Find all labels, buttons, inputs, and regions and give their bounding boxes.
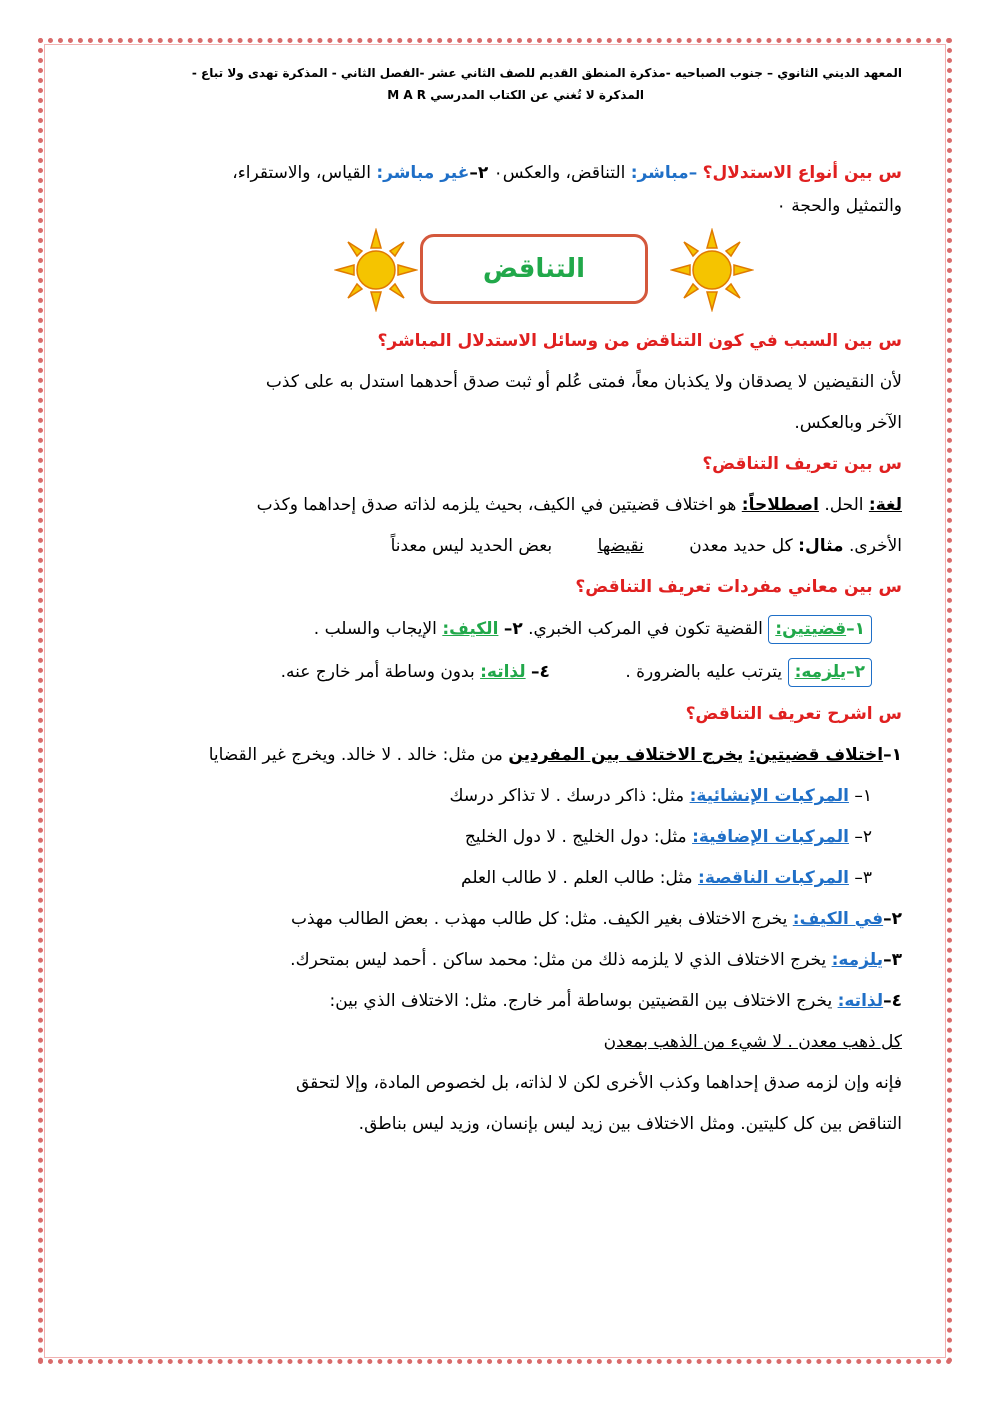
sub-text: مثل: دول الخليج . لا دول الخليج (464, 827, 693, 847)
sub-num: ٣– (848, 868, 872, 888)
vocab-text: بدون وساطة أمر خارج عنه. (280, 662, 481, 682)
sun-icon (670, 228, 754, 312)
point-underlined: يخرج الاختلاف بين المفردين (508, 745, 744, 765)
indirect-num: ٢– (469, 163, 489, 183)
explain-point-2 (90, 906, 902, 933)
point-num: ٣– (883, 950, 902, 970)
vocab-text: القضية تكون في المركب الخبري. (522, 619, 769, 639)
explain-sub-2 (90, 824, 902, 851)
explain-point-1 (90, 742, 902, 769)
vocab-label: يلزمه: (794, 662, 847, 682)
vocab-item-2 (90, 658, 902, 687)
document-body (90, 160, 902, 1138)
example-b: بعض الحديد ليس معدناً (390, 536, 553, 556)
sub-num: ١– (848, 786, 872, 806)
point-text: يخرج الاختلاف بين القضيتين بوساطة أمر خارج. مثل: الاختلاف الذي بين: (329, 991, 838, 1011)
example-mid: نقيضها (597, 536, 644, 556)
vocab-item-1-box (768, 615, 872, 644)
explain-sub-3 (90, 865, 902, 892)
term-label: اصطلاحاً: (741, 495, 819, 515)
vocab-label: قضيتين: (775, 619, 847, 639)
point-num: ٢– (883, 909, 902, 929)
term-text: هو اختلاف قضيتين في الكيف، بحيث يلزمه لذاته صدق إحداهما وكذب (256, 495, 742, 515)
point-num: ٤– (883, 991, 902, 1011)
title-box (420, 234, 648, 304)
sub-text: مثل: طالب العلم . لا طالب العلم (461, 868, 699, 888)
point-text: من مثل: خالد . لا خالد. ويخرج غير القضايا (208, 745, 509, 765)
title-banner (90, 234, 902, 334)
point-text: يخرج الاختلاف الذي لا يلزمه ذلك من مثل: محمد ساكن . أحمد ليس بمتحرك. (290, 950, 832, 970)
indirect-text: القياس، والاستقراء، (232, 163, 377, 183)
lang-label: لغة: (868, 495, 902, 515)
point-label: يلزمه: (831, 950, 884, 970)
point-label: في الكيف: (792, 909, 884, 929)
explain-sub-1 (90, 783, 902, 810)
indirect-label: غير مباشر: (376, 163, 470, 183)
types-question: س بين أنواع الاستدلال؟ (702, 163, 902, 183)
point-num: ١– (883, 745, 902, 765)
sub-text: مثل: ذاكر درسك . لا تذاكر درسك (449, 786, 690, 806)
vocab-item-1 (90, 615, 902, 644)
reason-answer-1: لأن النقيضين لا يصدقان ولا يكذبان معاً، فمتى عُلم أو ثبت صدق أحدهما استدل به على كذب (265, 372, 902, 392)
direct-label: –مباشر: (630, 163, 698, 183)
example-label: مثال: (798, 536, 844, 556)
vocab-question: س بين معاني مفردات تعريف التناقض؟ (575, 577, 902, 597)
explain-point-3 (90, 947, 902, 974)
sub-label: المركبات الإنشائية: (689, 786, 849, 806)
point-label: لذاته: (837, 991, 884, 1011)
point-label: اختلاف قضيتين: (748, 745, 884, 765)
explain-point-4 (90, 988, 902, 1015)
page-header (90, 62, 902, 106)
vocab-text: يترتب عليه بالضرورة . (619, 662, 788, 682)
header-line-2: المذكرة لا تُغني عن الكتاب المدرسي M A R (387, 88, 644, 102)
sub-label: المركبات الإضافية: (692, 827, 849, 847)
explain-closing-2: التناقض بين كل كليتين. ومثل الاختلاف بين زيد ليس بإنسان، وزيد ليس بناطق. (358, 1114, 902, 1134)
line2-pre: الأخرى. (843, 536, 902, 556)
explain-question: س اشرح تعريف التناقض؟ (685, 704, 902, 724)
types-question-line-2: والتمثيل والحجة ٠ (776, 196, 902, 216)
header-line-1: المعهد الديني الثانوي – جنوب الصباحيه -مذكرة المنطق القديم للصف الثاني عشر -الفصل الثاني - المذكرة تهدى ولا تباع - (191, 66, 902, 80)
vocab-label: الكيف: (442, 619, 499, 639)
definition-line-2 (90, 533, 902, 560)
page-title: التناقض (482, 253, 586, 284)
reason-answer-2: الآخر وبالعكس. (794, 413, 902, 433)
vocab-num: ٢– (503, 619, 523, 639)
example-a: كل حديد معدن (689, 536, 799, 556)
vocab-num: ١– (846, 619, 865, 639)
sub-num: ٢– (848, 827, 872, 847)
vocab-num: ٢– (846, 662, 865, 682)
vocab-text: الإيجاب والسلب . (313, 619, 443, 639)
vocab-item-2-box (788, 658, 872, 687)
explain-point-4-example (90, 1029, 902, 1056)
explain-closing-1: فإنه وإن لزمه صدق إحداهما وكذب الأخرى لكن لا لذاته، بل لخصوص المادة، وإلا لتحقق (295, 1073, 902, 1093)
vocab-num: ٤– (531, 662, 550, 682)
point-text: يخرج الاختلاف بغير الكيف. مثل: كل طالب مهذب . بعض الطالب مهذب (290, 909, 793, 929)
definition-line-1 (90, 492, 902, 519)
reason-question: س بين السبب في كون التناقض من وسائل الاستدلال المباشر؟ (377, 331, 902, 351)
lang-text: الحل. (818, 495, 869, 515)
sub-label: المركبات الناقصة: (698, 868, 849, 888)
vocab-label: لذاته: (480, 662, 526, 682)
types-question-line-1 (90, 160, 902, 187)
direct-text: التناقض، والعكس٠ (493, 163, 631, 183)
definition-question: س بين تعريف التناقض؟ (702, 454, 902, 474)
sun-icon (334, 228, 418, 312)
example-text: كل ذهب معدن . لا شيء من الذهب بمعدن (603, 1032, 902, 1052)
